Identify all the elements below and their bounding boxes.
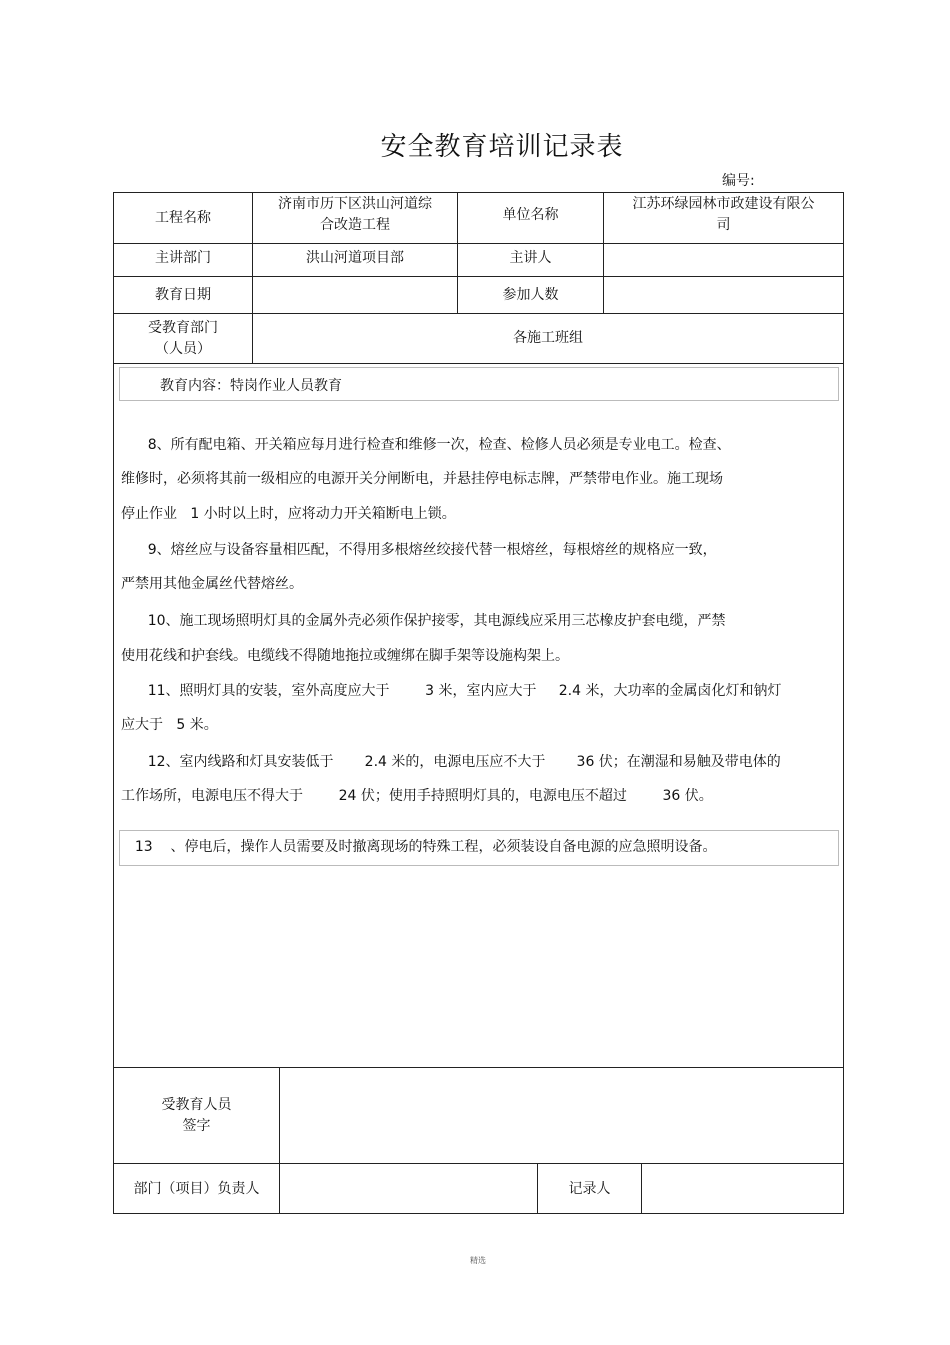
trainee-dept-label [114, 314, 252, 363]
project-name-line2: 合改造工程 [320, 217, 390, 233]
lecturer-value [604, 244, 843, 272]
project-name-value [253, 193, 457, 237]
dept-head-label: 部门（项目）负责人 [133, 1180, 260, 1197]
trainee-signature-line1: 受教育人员 [161, 1096, 232, 1113]
attendees-label: 参加人数 [502, 286, 559, 303]
content-line: 维修时，必须将其前一级相应的电源开关分闸断电，并悬挂停电标志牌，严禁带电作业。施工现场 [121, 471, 723, 487]
date-label: 教育日期 [155, 286, 211, 303]
content-item13: 13 、停电后，操作人员需要及时撤离现场的特殊工程，必须装设自备电源的应急照明设备。 [126, 839, 717, 855]
content-line: 12、室内线路和灯具安装低于 2.4 米的，电源电压应不大于 36 伏；在潮湿和易触及带电体的 [121, 754, 781, 770]
content-line: 9、熔丝应与设备容量相匹配，不得用多根熔丝绞接代替一根熔丝，每根熔丝的规格应一致， [121, 542, 717, 558]
content-line: 工作场所，电源电压不得大于 24 伏；使用手持照明灯具的，电源电压不超过 36 伏。 [121, 788, 713, 804]
footer-text: 精选 [470, 1256, 486, 1265]
content-line: 10、施工现场照明灯具的金属外壳必须作保护接零，其电源线应采用三芯橡皮护套电缆，严禁 [121, 613, 726, 629]
lecture-dept-value: 洪山河道项目部 [306, 249, 404, 266]
page-title: 安全教育培训记录表 [380, 132, 624, 162]
content-line: 使用花线和护套线。电缆线不得随地拖拉或缠绑在脚手架等设施构架上。 [121, 648, 569, 664]
trainee-signature-line2: 签字 [182, 1117, 211, 1134]
serial-number-label: 编号: [722, 173, 755, 189]
recorder-value [642, 1164, 843, 1214]
content-line: 严禁用其他金属丝代替熔丝。 [121, 576, 303, 592]
trainee-dept-label-line1: 受教育部门 [148, 319, 218, 336]
trainee-dept-value: 各施工班组 [513, 330, 583, 346]
trainee-signature-area [280, 1068, 843, 1163]
content-heading: 教育内容：特岗作业人员教育 [160, 378, 342, 394]
content-line: 11、照明灯具的安装，室外高度应大于 3 米，室内应大于 2.4 米，大功率的金属卤化灯和钠灯 [121, 683, 782, 699]
content-line: 应大于 5 米。 [121, 717, 218, 733]
unit-name-label: 单位名称 [502, 206, 559, 223]
row-divider [114, 363, 843, 364]
project-name-label: 工程名称 [155, 209, 211, 226]
unit-name-line1: 江苏环绿园林市政建设有限公 [632, 196, 815, 212]
trainee-signature-label [114, 1068, 279, 1163]
dept-head-value [280, 1164, 537, 1214]
project-name-line1: 济南市历下区洪山河道综 [278, 196, 432, 212]
lecture-dept-label: 主讲部门 [155, 249, 211, 266]
unit-name-value [604, 193, 843, 237]
lecturer-label: 主讲人 [509, 249, 552, 266]
unit-name-line2: 司 [716, 217, 731, 233]
attendees-value [604, 277, 843, 313]
content-line: 停止作业 1 小时以上时，应将动力开关箱断电上锁。 [121, 506, 456, 522]
trainee-dept-label-line2: （人员） [155, 340, 211, 357]
content-line: 8、所有配电箱、开关箱应每月进行检查和维修一次，检查、检修人员必须是专业电工。检查、 [121, 437, 731, 453]
recorder-label: 记录人 [568, 1180, 611, 1197]
date-value [253, 277, 457, 313]
